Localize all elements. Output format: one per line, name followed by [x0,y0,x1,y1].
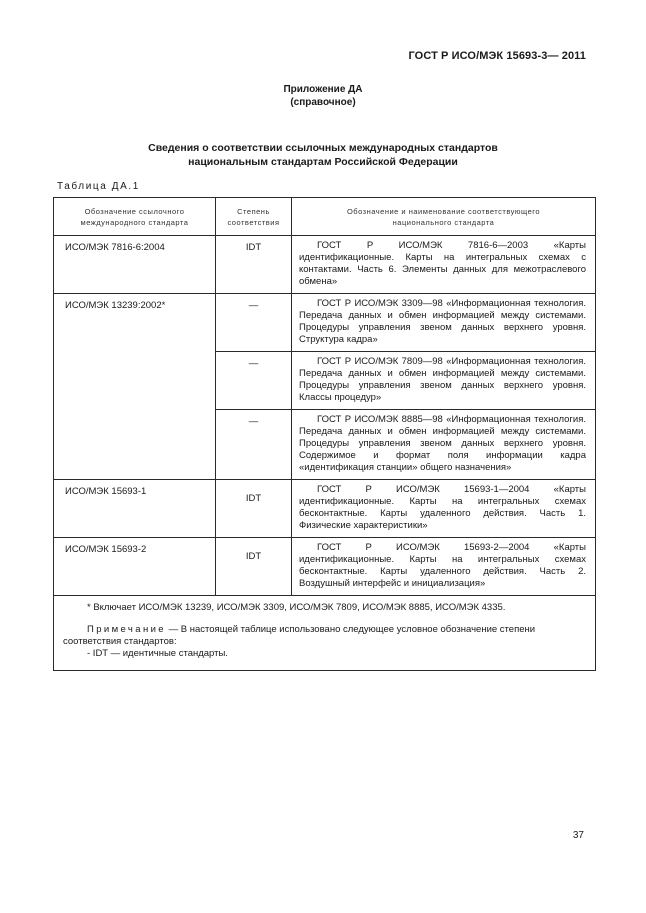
appendix-heading [0,83,646,109]
note-heading: Примечание [87,624,166,635]
note-text: — В настоящей таблице использовано следующее условное обозначение степени соответствия стандартов: [63,624,536,647]
degree-cell: — [216,410,292,480]
page-number: 37 [572,830,584,841]
national-standard-cell: ГОСТ Р ИСО/МЭК 7809—98 «Информационная технология. Передача данных и обмен информацией между системами. Процедуры управления звеном данных верхнего уровня. Классы процедур» [292,352,596,410]
degree-cell: IDT [216,538,292,596]
table-note [63,624,586,648]
intl-standard-cell: ИСО/МЭК 15693-2 [54,538,216,596]
standard-number: ГОСТ Р ИСО/МЭК 15693-3— 2011 [408,50,586,62]
appendix-subtitle: (справочное) [290,97,356,108]
header-national-standard: Обозначение и наименование соответствующего национального стандарта [292,198,596,236]
intl-standard-cell: ИСО/МЭК 15693-1 [54,480,216,538]
national-standard-cell: ГОСТ Р ИСО/МЭК 7816-6—2003 «Карты идентификационные. Карты на интегральных схемах с контактами. Часть 6. Элементы данных для межотраслевого обмена» [292,236,596,294]
header-intl-standard: Обозначение ссылочного международного стандарта [54,198,216,236]
table-footer-row [54,596,596,671]
intl-standard-cell: ИСО/МЭК 7816-6:2004 [54,236,216,294]
appendix-title: Приложение ДА [283,84,363,95]
table-row [54,538,596,596]
table-row [54,480,596,538]
table-footer [54,596,596,671]
document-title-line-1: Сведения о соответствии ссылочных международных стандартов [148,142,498,154]
table-label: Таблица ДА.1 [57,181,140,192]
header-degree: Степень соответствия [216,198,292,236]
national-standard-cell: ГОСТ Р ИСО/МЭК 15693-2—2004 «Карты идентификационные. Карты на интегральных схемах бесконтактные. Карты удаленного действия. Часть 2. Воздушный интерфейс и инициализация» [292,538,596,596]
degree-cell: IDT [216,480,292,538]
document-title-line-2: национальным стандартам Российской Федерации [188,156,458,168]
document-title [0,141,646,169]
table-header-row [54,198,596,236]
degree-cell: — [216,294,292,352]
table-row [54,236,596,294]
national-standard-cell: ГОСТ Р ИСО/МЭК 8885—98 «Информационная технология. Передача данных и обмен информацией между системами. Процедуры управления звеном данных верхнего уровня. Содержимое и формат поля информации кадра «идентификация станции» общего назначения» [292,410,596,480]
table-row [54,294,596,352]
note-item: - IDT — идентичные стандарты. [87,648,228,659]
table-footnote: * Включает ИСО/МЭК 13239, ИСО/МЭК 3309, ИСО/МЭК 7809, ИСО/МЭК 8885, ИСО/МЭК 4335. [87,602,506,613]
intl-standard-cell: ИСО/МЭК 13239:2002* [54,294,216,480]
correspondence-table [53,197,596,671]
national-standard-cell: ГОСТ Р ИСО/МЭК 3309—98 «Информационная технология. Передача данных и обмен информацией между системами. Процедуры управления звеном данных верхнего уровня. Структура кадра» [292,294,596,352]
degree-cell: — [216,352,292,410]
national-standard-cell: ГОСТ Р ИСО/МЭК 15693-1—2004 «Карты идентификационные. Карты на интегральных схемах бесконтактные. Карты удаленного действия. Часть 1. Физические характеристики» [292,480,596,538]
degree-cell: IDT [216,236,292,294]
